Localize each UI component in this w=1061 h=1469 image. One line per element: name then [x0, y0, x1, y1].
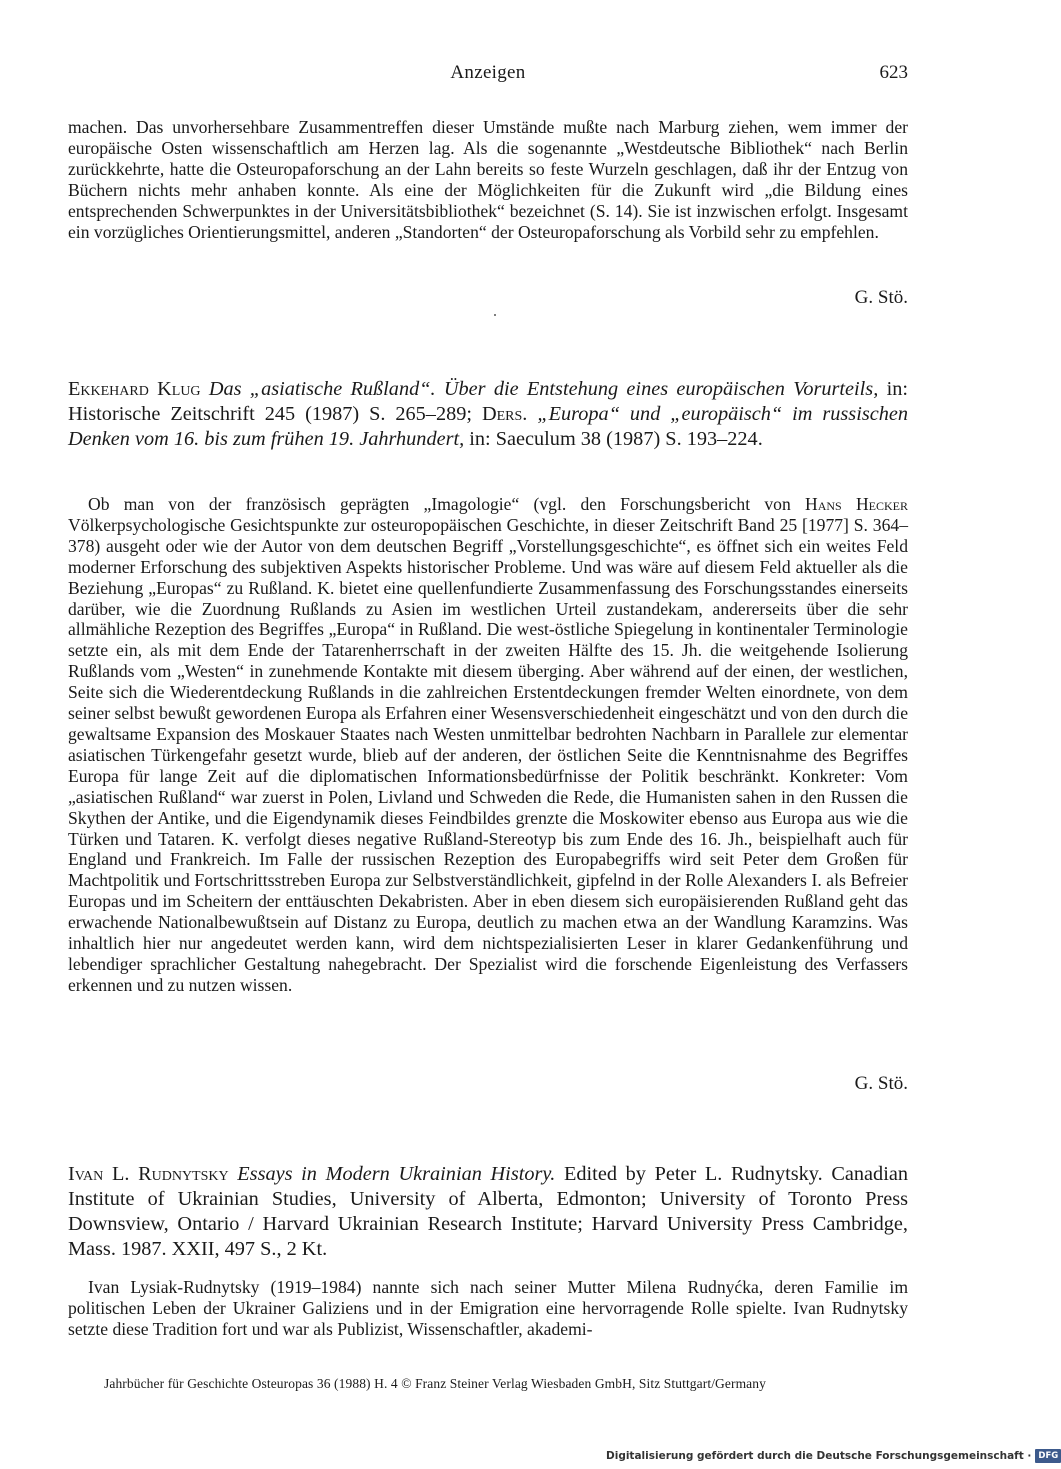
- citation-author: Ivan L. Rudnytsky: [68, 1163, 229, 1185]
- citation-source-1: in: Historische Zeitschrift 245 (1987) S. 265–289;: [68, 378, 908, 425]
- review-2-text-part1: Ob man von der französisch geprägten „Imagologie“ (vgl. den Forschungsbericht von: [88, 494, 791, 514]
- review-3-text: Ivan Lysiak-Rudnytsky (1919–1984) nannte sich nach seiner Mutter Milena Rudnyćka, deren Familie im politischen Leben der Ukrainer Galiziens und in der Emigration eine hervorragende Rolle spielte. Ivan Rudnytsky setzte diese Tradition fort und war als Publizist, Wissenschaftler, akademi-: [68, 1277, 908, 1339]
- stray-mark: [494, 314, 496, 316]
- page-number: 623: [879, 62, 908, 83]
- review-2-body: [68, 494, 908, 996]
- review-2-citation: [68, 377, 908, 452]
- review-1-signature: G. Stö.: [854, 287, 908, 308]
- running-title: Anzeigen: [450, 62, 526, 83]
- review-2-signature: G. Stö.: [854, 1073, 908, 1094]
- citation-rudnytsky: [68, 1162, 908, 1262]
- citation-author: Ekkehard Klug: [68, 378, 201, 400]
- citation-klug: [68, 377, 908, 452]
- journal-footer: Jahrbücher für Geschichte Osteuropas 36 (1988) H. 4 © Franz Steiner Verlag Wiesbaden GmbH, Sitz Stuttgart/Germany: [104, 1376, 766, 1391]
- review-2-author-names: Hans Hecker: [805, 494, 908, 514]
- review-1-text: machen. Das unvorhersehbare Zusammentreffen dieser Umstände mußte nach Marburg ziehen, wem immer der europäische Osten wissenschaftlich am Herzen lag. Als die sogenannte „Westdeutsche Bibliothek“ nach Berlin zurückkehrte, hatte die Osteuropaforschung an der Lahn bereits so feste Wurzeln geschlagen, daß ihr der Entzug von Büchern nichts mehr anhaben konnte. Als eine der Möglichkeiten für die Zukunft wird „die Bildung eines entsprechenden Schwerpunktes in der Universitätsbibliothek“ bezeichnet (S. 14). Sie ist inzwischen erfolgt. Insgesamt ein vorzügliches Orientierungsmittel, anderen „Standorten“ der Osteuropaforschung als Vorbild sehr zu empfehlen.: [68, 117, 908, 242]
- citation-details: Edited by Peter L. Rudnytsky. Canadian Institute of Ukrainian Studies, University of Alberta, Edmonton; University of Toronto Press Downsview, Ontario / Harvard Ukrainian Research Institute; Harvard University Press Cambridge, Mass. 1987. XXII, 497 S., 2 Kt.: [68, 1163, 908, 1260]
- citation-title-1: Das „asiatische Rußland“. Über die Entstehung eines europäischen Vorurteils,: [208, 378, 879, 400]
- page-header: [68, 62, 908, 88]
- dfg-logo-icon: DFG: [1035, 1449, 1061, 1463]
- digitization-note: [606, 1448, 1061, 1464]
- review-3-citation: [68, 1162, 908, 1262]
- review-3-body: [68, 1277, 908, 1340]
- review-2-text-part2: Völkerpsychologische Gesichtspunkte zur osteuropopäischen Geschichte, in dieser Zeitschrift Band 25 [1977] S. 364–378) ausgeht oder wie der Autor von dem deutschen Begriff „Vorstellungsgeschichte“, es öffnet sich ein weites Feld moderner Erforschung des subjektiven Aspekts historischer Probleme. Und was wäre auf diesem Feld aktueller als die Beziehung „Europas“ zu Rußland. K. bietet eine quellenfundierte Zusammenfassung des Forschungsstandes einerseits darüber, wie die Zuordnung Rußlands zu Asien im westlichen Urteil zustandekam, andererseits über die sehr allmähliche Rezeption des Begriffes „Europa“ in Rußland. Die west-östliche Spiegelung in kontinentaler Terminologie setzte ein, als mit dem Ende der Tatarenherrschaft in der zweiten Hälfte des 15. Jh. die weitgehende Isolierung Rußlands vom „Westen“ in zunehmende Kontakte mit diesem überging. Aber während auf der einen, der westlichen, Seite sich die Wiederentdeckung Rußlands in die zahlreichen Erstentdeckungen fremder Welten einordnete, von dem seiner selbst bewußt gewordenen Europa als Erfahren einer Wesensverschiedenheit eingeschätzt und von den durch die gewaltsame Expansion des Moskauer Staates nach Westen unmittelbar bedrohten Nachbarn in Parallele zur elementar asiatischen Türkengefahr gesetzt wurde, blieb auf der anderen, der östlichen Seite die Kenntnisnahme des Begriffes Europa für lange Zeit auf die diplomatischen Informationsbedürfnisse der Politik beschränkt. Konkreter: Vom „asiatischen Rußland“ war zuerst in Polen, Livland und Schweden die Rede, die Humanisten sahen in den Russen die Skythen der Antike, und die Eigendynamik dieses Feindbildes grenzte die Moskowiter ebenso aus Europa aus wie die Türken und Tataren. K. verfolgt dieses negative Rußland-Stereotyp bis zum Ende des 16. Jh., beispielhaft auch für England und Frankreich. Im Falle der russischen Rezeption des Europabegriffs wird seit Peter dem Großen für Machtpolitik und Fortschrittsstreben Europa zur Selbstverständlichkeit, gipfelnd in der Rolle Alexanders I. als Befreier Europas und im Scheitern der enttäuschten Dekabristen. Aber in eben diesem sich europäisierenden Rußland geht das erwachende Nationalbewußtsein auf Distanz zu Europa, deutlich zu machen etwa an der Wandlung Karamzins. Was inhaltlich hier nur angedeutet werden kann, wird dem nichtspezialisierten Leser in klarer Gedankenführung und lebendiger sprachlicher Gestaltung nahegebracht. Der Spezialist wird die forschende Eigenleistung des Verfassers erkennen und zu nutzen wissen.: [68, 514, 908, 995]
- review-1: [68, 117, 908, 242]
- citation-title-2: „Europa“ und „europäisch“ im russischen Denken vom 16. bis zum frühen 19. Jahrhundert,: [68, 403, 909, 450]
- review-2-text: [68, 494, 908, 996]
- citation-title: Essays in Modern Ukrainian History.: [237, 1163, 556, 1185]
- citation-ders: Ders.: [481, 403, 528, 425]
- citation-source-2: in: Saeculum 38 (1987) S. 193–224.: [469, 428, 763, 450]
- digitization-text: Digitalisierung gefördert durch die Deutsche Forschungsgemeinschaft ·: [606, 1450, 1032, 1462]
